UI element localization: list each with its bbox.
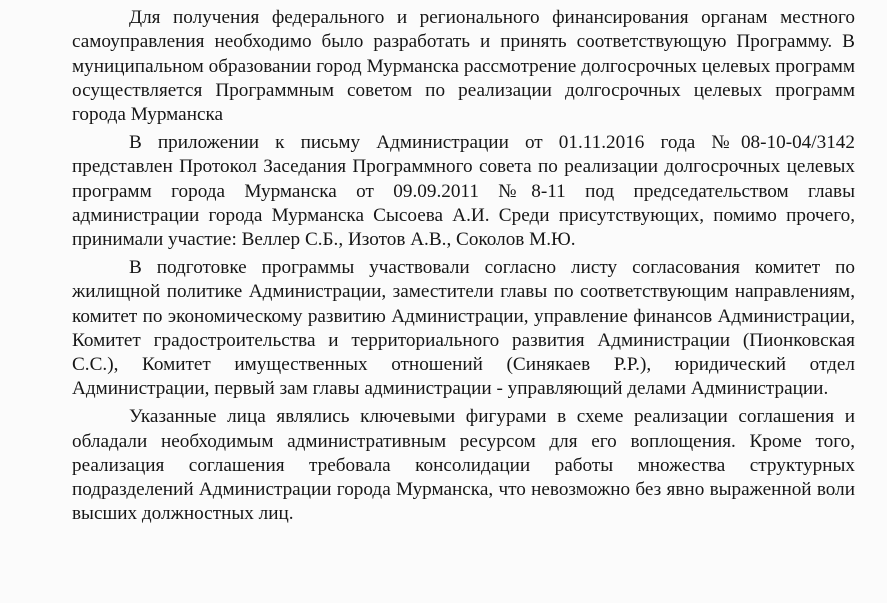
paragraph-key-figures: Указанные лица являлись ключевыми фигурами в схеме реализации соглашения и обладали необходимым административным ресурсом для его воплощения. Кроме того, реализация соглашения требовала консолидации работы множества структурных подразделений Администрации города Мурманска, что невозможно без явно выраженной воли высших должностных лиц.	[72, 406, 855, 525]
paragraph-protocol: В приложении к письму Администрации от 01.11.2016 года №08-10-04/3142 представлен Протокол Заседания Программного совета по реализации долгосрочных целевых программ города Мурманска от 09.09.2011 №8-11 под председательством главы администрации города Мурманска Сысоева А.И. Среди присутствующих, помимо прочего, принимали участие: Веллер С.Б., Изотов А.В., Соколов М.Ю.	[72, 131, 855, 251]
document-body	[72, 6, 855, 530]
paragraph-preparation: В подготовке программы участвовали согласно листу согласования комитет по жилищной политике Администрации, заместители главы по соответствующим направлениям, комитет по экономическому развитию Администрации, управление финансов Администрации, Комитет градостроительства и территориального развития Администрации (Пионковская С.С.), Комитет имущественных отношений (Синякаев Р.Р.), юридический отдел Администрации, первый зам главы администрации - управляющий делами Администрации.	[72, 256, 855, 400]
paragraph-funding: Для получения федерального и регионального финансирования органам местного самоуправления необходимо было разработать и принять соответствующую Программу. В муниципальном образовании город Мурманска рассмотрение долгосрочных целевых программ осуществляется Программным советом по реализации долгосрочных целевых программ города Мурманска	[72, 7, 855, 126]
